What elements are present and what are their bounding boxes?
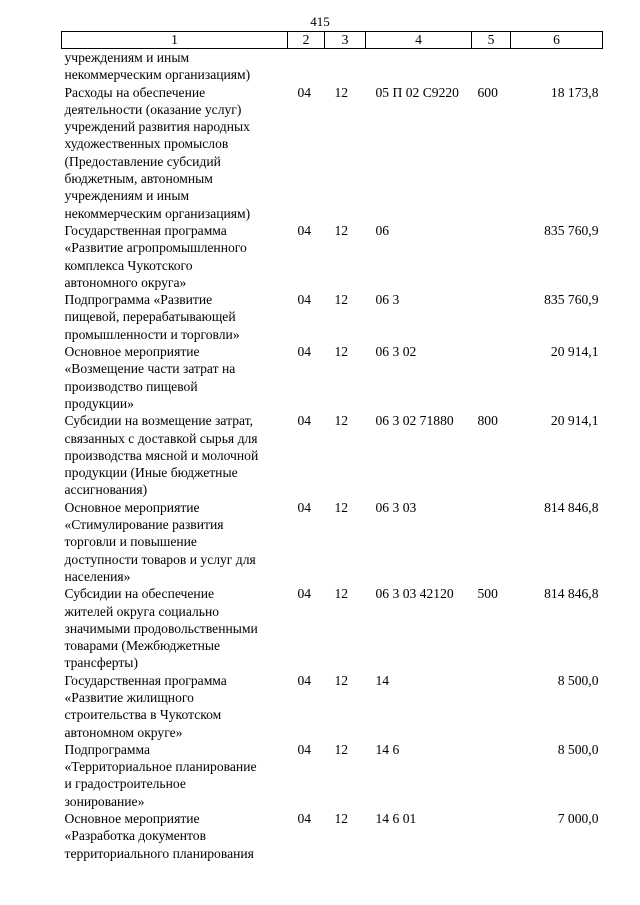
row-section: 04: [297, 811, 312, 827]
row-target-article: 05 П 02 С9220: [375, 84, 459, 100]
column-header-3: 3: [325, 32, 366, 49]
row-amount: 8 500,0: [557, 672, 599, 688]
row-amount: 814 846,8: [544, 499, 599, 515]
row-name: Основное мероприятие «Стимулирование развития торговли и повышение доступности товаров и услуг для населения»: [64, 499, 256, 584]
row-name: Государственная программа «Развитие жилищного строительства в Чукотском автономном округе»: [64, 672, 227, 740]
row-expense-type: 800: [477, 413, 498, 429]
row-target-article: 06 3 02: [375, 344, 417, 360]
row-name: Государственная программа «Развитие агропромышленного комплекса Чукотского автономного округа»: [64, 222, 247, 290]
row-subsection: 12: [334, 413, 349, 429]
row-subsection: [325, 49, 366, 84]
row-section: [288, 49, 325, 84]
row-amount: 7 000,0: [557, 811, 599, 827]
row-name: Основное мероприятие «Возмещение части затрат на производство пищевой продукции»: [64, 344, 236, 411]
column-header-4: 4: [366, 32, 472, 49]
row-amount: 8 500,0: [557, 741, 599, 757]
row-target-article: 06 3 03 42120: [375, 586, 454, 602]
row-name: Подпрограмма «Территориальное планирование и градостроительное зонирование»: [64, 741, 257, 809]
table-header: [62, 32, 603, 49]
row-expense-type: [472, 810, 511, 862]
row-section: 04: [297, 84, 312, 100]
table-row: [62, 49, 603, 84]
row-amount: 835 760,9: [544, 222, 599, 238]
row-expense-type: 500: [477, 586, 498, 602]
table-row: [62, 291, 603, 343]
row-target-article: 06: [375, 222, 390, 238]
row-amount: 20 914,1: [550, 413, 599, 429]
row-section: 04: [297, 292, 312, 308]
table-row: [62, 499, 603, 585]
row-name: Субсидии на возмещение затрат, связанных с доставкой сырья для производства мясной и молочной продукции (Иные бюджетные ассигнования): [64, 413, 259, 498]
row-amount: 814 846,8: [544, 586, 599, 602]
row-target-article: 06 3 03: [375, 499, 417, 515]
row-section: 04: [297, 672, 312, 688]
table-body: [62, 49, 603, 862]
row-expense-type: [472, 741, 511, 810]
column-header-5: 5: [472, 32, 511, 49]
row-name: учреждениям и иным некоммерческим организациям): [64, 50, 251, 83]
row-name: Расходы на обеспечение деятельности (оказание услуг) учреждений развития народных художественных промыслов (Предоставление субсидий бюджетным, автономным учреждениям и иным некоммерческим организациям): [64, 84, 251, 221]
table-row: [62, 810, 603, 862]
row-subsection: 12: [334, 811, 349, 827]
row-amount: 20 914,1: [550, 344, 599, 360]
column-header-6: 6: [511, 32, 603, 49]
row-amount: [511, 49, 603, 84]
row-name: Основное мероприятие «Разработка документов территориального планирования: [64, 811, 254, 861]
budget-table: [61, 31, 603, 862]
row-name: Подпрограмма «Развитие пищевой, перерабатывающей промышленности и торговли»: [64, 292, 240, 342]
table-row: [62, 222, 603, 291]
row-subsection: 12: [334, 344, 349, 360]
row-subsection: 12: [334, 84, 349, 100]
table-row: [62, 343, 603, 412]
row-target-article: 06 3: [375, 292, 400, 308]
row-expense-type: [472, 291, 511, 343]
row-target-article: 14: [375, 672, 390, 688]
row-expense-type: [472, 499, 511, 585]
row-subsection: 12: [334, 222, 349, 238]
row-target-article: [366, 49, 472, 84]
row-subsection: 12: [334, 292, 349, 308]
page-number: 415: [310, 14, 330, 29]
column-header-1: 1: [62, 32, 288, 49]
table-row: [62, 84, 603, 222]
row-name: Субсидии на обеспечение жителей округа социально значимыми продовольственными товарами (Межбюджетные трансферты): [64, 586, 258, 671]
row-target-article: 14 6: [375, 741, 400, 757]
header-row: [62, 32, 603, 49]
row-expense-type: 600: [477, 84, 498, 100]
row-amount: 835 760,9: [544, 292, 599, 308]
row-expense-type: [472, 672, 511, 741]
table-row: [62, 585, 603, 671]
row-subsection: 12: [334, 672, 349, 688]
column-header-2: 2: [288, 32, 325, 49]
row-subsection: 12: [334, 586, 349, 602]
row-section: 04: [297, 222, 312, 238]
row-section: 04: [297, 586, 312, 602]
table-row: [62, 741, 603, 810]
row-section: 04: [297, 741, 312, 757]
row-expense-type: [472, 222, 511, 291]
row-subsection: 12: [334, 499, 349, 515]
row-subsection: 12: [334, 741, 349, 757]
row-target-article: 14 6 01: [375, 811, 417, 827]
row-expense-type: [472, 49, 511, 84]
table-row: [62, 412, 603, 498]
row-target-article: 06 3 02 71880: [375, 413, 454, 429]
row-section: 04: [297, 413, 312, 429]
row-amount: 18 173,8: [550, 84, 599, 100]
row-section: 04: [297, 344, 312, 360]
row-section: 04: [297, 499, 312, 515]
row-expense-type: [472, 343, 511, 412]
table-row: [62, 672, 603, 741]
